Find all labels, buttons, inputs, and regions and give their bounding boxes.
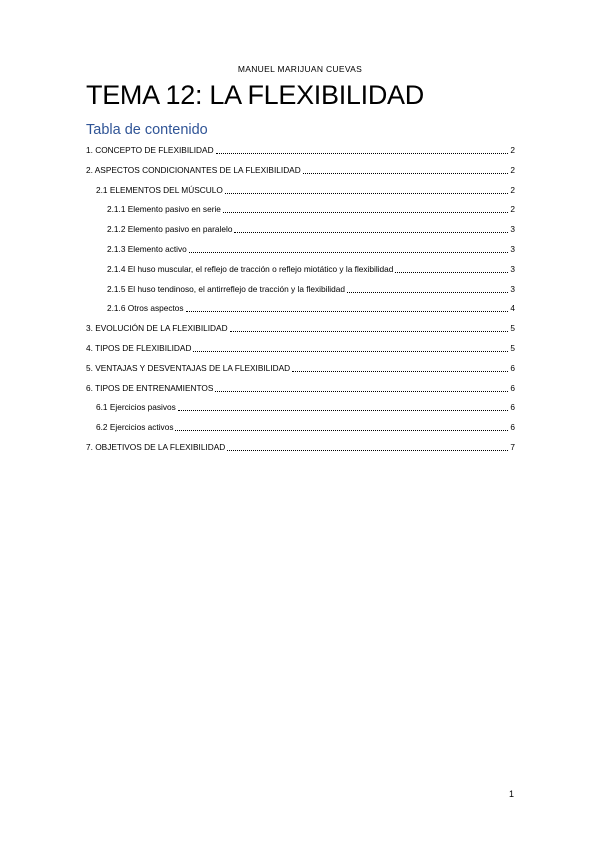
toc-dot-leader: [189, 244, 509, 255]
toc-dot-leader: [216, 145, 509, 156]
toc-dot-leader: [193, 343, 508, 354]
toc-entry-label: 2.1.4 El huso muscular, el reflejo de tracción o reflejo miotático y la flexibilidad: [107, 263, 394, 274]
toc-dot-leader: [215, 383, 508, 394]
toc-entry-label: 5. VENTAJAS Y DESVENTAJAS DE LA FLEXIBILIDAD: [86, 362, 291, 373]
toc-entry[interactable]: [107, 201, 515, 215]
toc-entry-page: 2: [510, 145, 515, 155]
toc-entry-page: 2: [510, 184, 515, 195]
toc-dot-leader: [234, 224, 508, 235]
toc-entry-page: 7: [510, 442, 515, 452]
toc-entry-page: 6: [510, 422, 515, 433]
toc-dot-leader: [303, 165, 509, 176]
toc-entry-page: 3: [510, 283, 515, 294]
toc-entry-page: 3: [510, 244, 515, 254]
toc-entry-page: 6: [510, 362, 515, 373]
toc-dot-leader: [186, 303, 509, 314]
toc-dot-leader: [230, 323, 509, 334]
toc-entry-label: 2.1.5 El huso tendinoso, el antirreflejo de tracción y la flexibilidad: [107, 283, 345, 294]
toc-entry[interactable]: [96, 419, 515, 433]
toc-entry-label: 2.1.6 Otros aspectos: [107, 303, 184, 314]
toc-entry-label: 6.1 Ejercicios pasivos: [96, 402, 176, 413]
toc-entry-page: 3: [510, 224, 515, 235]
toc-entry[interactable]: [107, 281, 515, 295]
toc-entry-page: 2: [510, 204, 515, 215]
toc-entry[interactable]: [86, 162, 515, 176]
toc-entry-page: 2: [510, 164, 515, 175]
toc-dot-leader: [227, 442, 508, 453]
toc-entry[interactable]: [86, 320, 515, 334]
toc-entry[interactable]: [107, 221, 515, 235]
toc-entry-page: 5: [510, 323, 515, 334]
toc-entry-label: 6.2 Ejercicios activos: [96, 422, 174, 433]
toc-entry-label: 2.1 ELEMENTOS DEL MÚSCULO: [96, 184, 223, 195]
page-number: 1: [509, 789, 515, 799]
document-title: TEMA 12: LA FLEXIBILIDAD: [86, 80, 424, 110]
toc-entry-label: 1. CONCEPTO DE FLEXIBILIDAD: [86, 145, 214, 155]
toc-entry-label: 2.1.1 Elemento pasivo en serie: [107, 204, 221, 215]
toc-entry-label: 6. TIPOS DE ENTRENAMIENTOS: [86, 382, 214, 393]
toc-dot-leader: [292, 363, 508, 374]
toc-dot-leader: [223, 204, 508, 215]
toc-dot-leader: [178, 402, 509, 413]
toc-entry[interactable]: [86, 340, 515, 354]
toc-entry[interactable]: [86, 142, 515, 156]
toc-entry[interactable]: [86, 380, 515, 394]
toc-entry-label: 4. TIPOS DE FLEXIBILIDAD: [86, 343, 192, 353]
toc-entry[interactable]: [107, 300, 515, 314]
toc-entry[interactable]: [86, 439, 515, 453]
toc-entry-label: 2.1.2 Elemento pasivo en paralelo: [107, 224, 233, 235]
toc-entry-page: 4: [510, 303, 515, 314]
toc-dot-leader: [347, 284, 508, 295]
toc-entry[interactable]: [107, 241, 515, 255]
toc-heading: Tabla de contenido: [86, 122, 208, 138]
toc-entry-page: 6: [510, 402, 515, 413]
toc-dot-leader: [395, 264, 508, 275]
toc-entry-page: 6: [510, 382, 515, 393]
toc-entry[interactable]: [96, 182, 515, 196]
header-author: MANUEL MARIJUAN CUEVAS: [237, 64, 363, 74]
toc-entry-page: 3: [510, 263, 515, 274]
toc-dot-leader: [175, 422, 508, 433]
toc-entry-label: 2.1.3 Elemento activo: [107, 244, 187, 254]
toc-dot-leader: [225, 185, 509, 196]
toc-entry[interactable]: [86, 360, 515, 374]
toc-entry[interactable]: [107, 261, 515, 275]
toc-entry-label: 7. OBJETIVOS DE LA FLEXIBILIDAD: [86, 442, 226, 452]
toc-entry[interactable]: [96, 399, 515, 413]
toc-entry-page: 5: [510, 343, 515, 353]
toc-entry-label: 2. ASPECTOS CONDICIONANTES DE LA FLEXIBILIDAD: [86, 164, 301, 175]
toc-entry-label: 3. EVOLUCIÓN DE LA FLEXIBILIDAD: [86, 323, 228, 334]
